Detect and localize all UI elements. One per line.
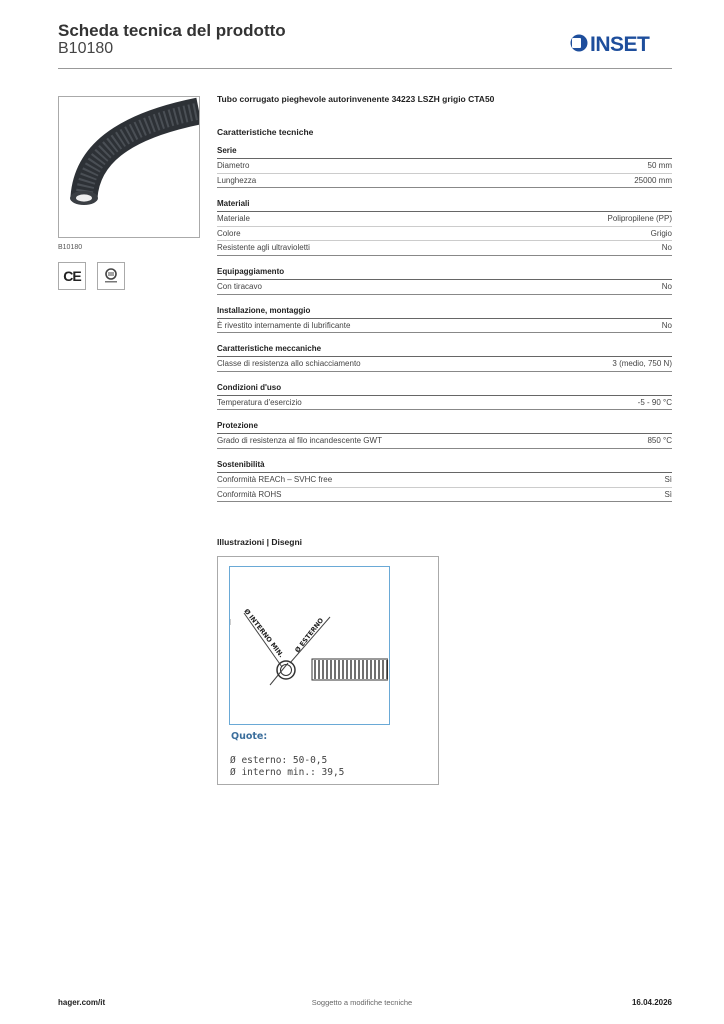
image-caption: B10180 [58, 244, 83, 251]
inner-diameter-dimension: Ø interno min.: 39,5 [230, 767, 345, 778]
spec-row [217, 280, 672, 295]
quote-label: Quote: [231, 731, 268, 742]
spec-row [217, 159, 672, 174]
spec-label: Colore [217, 228, 241, 238]
page-title: Scheda tecnica del prodotto [58, 21, 286, 40]
spec-value: Sì [664, 489, 672, 499]
spec-row [217, 473, 672, 488]
imq-mark-icon [101, 266, 121, 286]
spec-value: Polipropilene (PP) [607, 214, 672, 224]
inset-logo [570, 32, 673, 54]
imq-certification-badge [97, 262, 125, 290]
spec-label: Classe di resistenza allo schiacciamento [217, 359, 361, 369]
label-inner-diameter: Ø INTERNO MIN. [242, 607, 286, 660]
product-code: B10180 [58, 40, 114, 57]
header-divider [58, 68, 672, 69]
spec-label: Temperatura d'esercizio [217, 397, 302, 407]
spec-group-title: Equipaggiamento [217, 267, 672, 280]
footer-website: hager.com/it [58, 998, 106, 1007]
spec-value: 50 mm [647, 161, 672, 170]
spec-group-title: Installazione, montaggio [217, 306, 672, 319]
corrugated-tube-icon [59, 97, 199, 237]
spec-label: È rivestito internamente di lubrificante [217, 320, 351, 330]
spec-row [217, 488, 672, 503]
spec-label: Diametro [217, 161, 250, 170]
spec-row [217, 357, 672, 372]
spec-row [217, 212, 672, 227]
spec-row [217, 174, 672, 189]
spec-value: 25000 mm [634, 175, 672, 185]
spec-group-title: Caratteristiche meccaniche [217, 344, 672, 357]
spec-group-title: Sostenibilità [217, 460, 672, 473]
spec-label: Materiale [217, 214, 250, 224]
spec-value: No [661, 243, 672, 253]
spec-row [217, 227, 672, 242]
spec-value: No [661, 281, 672, 291]
spec-group-title: Materiali [217, 199, 672, 212]
spec-label: Grado di resistenza al filo incandescente GWT [217, 436, 382, 446]
specifications-section [217, 94, 672, 502]
spec-groups [217, 146, 672, 502]
spec-row [217, 396, 672, 411]
spec-row [217, 434, 672, 449]
illustrations-title: Illustrazioni | Disegni [217, 537, 303, 547]
spec-label: Lunghezza [217, 175, 257, 185]
spec-value: 3 (medio, 750 N) [612, 359, 672, 369]
footer-date: 16.04.2026 [631, 998, 672, 1007]
technical-drawing [217, 556, 439, 785]
spec-value: Grigio [650, 228, 672, 238]
footer-disclaimer: Soggetto a modifiche tecniche [311, 998, 413, 1007]
spec-value: No [661, 320, 672, 330]
spec-group-title: Condizioni d'uso [217, 383, 672, 396]
spec-value: 850 °C [647, 436, 672, 446]
spec-label: Conformità ROHS [217, 489, 282, 499]
label-outer-diameter: Ø ESTERNO [293, 616, 326, 655]
product-image [58, 96, 200, 238]
product-name: Tubo corrugato pieghevole autorinvenente 34223 LSZH grigio CTA50 [217, 94, 495, 104]
spec-value: Sì [664, 474, 672, 484]
spec-value: -5 - 90 °C [637, 397, 672, 407]
ce-mark: CE [58, 262, 86, 290]
spec-group-title: Protezione [217, 421, 672, 434]
drawing-frame [229, 566, 390, 725]
spec-label: Resistente agli ultravioletti [217, 243, 310, 253]
dimension-diagram [230, 567, 388, 723]
spec-label: Con tiracavo [217, 281, 262, 291]
tube-side-view-icon [312, 659, 388, 680]
spec-group-title: Serie [217, 146, 672, 159]
spec-row [217, 319, 672, 334]
specs-title: Caratteristiche tecniche [217, 127, 314, 137]
spec-row [217, 241, 672, 256]
outer-diameter-dimension: Ø esterno: 50-0,5 [230, 755, 328, 766]
spec-label: Conformità REACh – SVHC free [217, 474, 333, 484]
logo-text: INSET [590, 33, 650, 54]
